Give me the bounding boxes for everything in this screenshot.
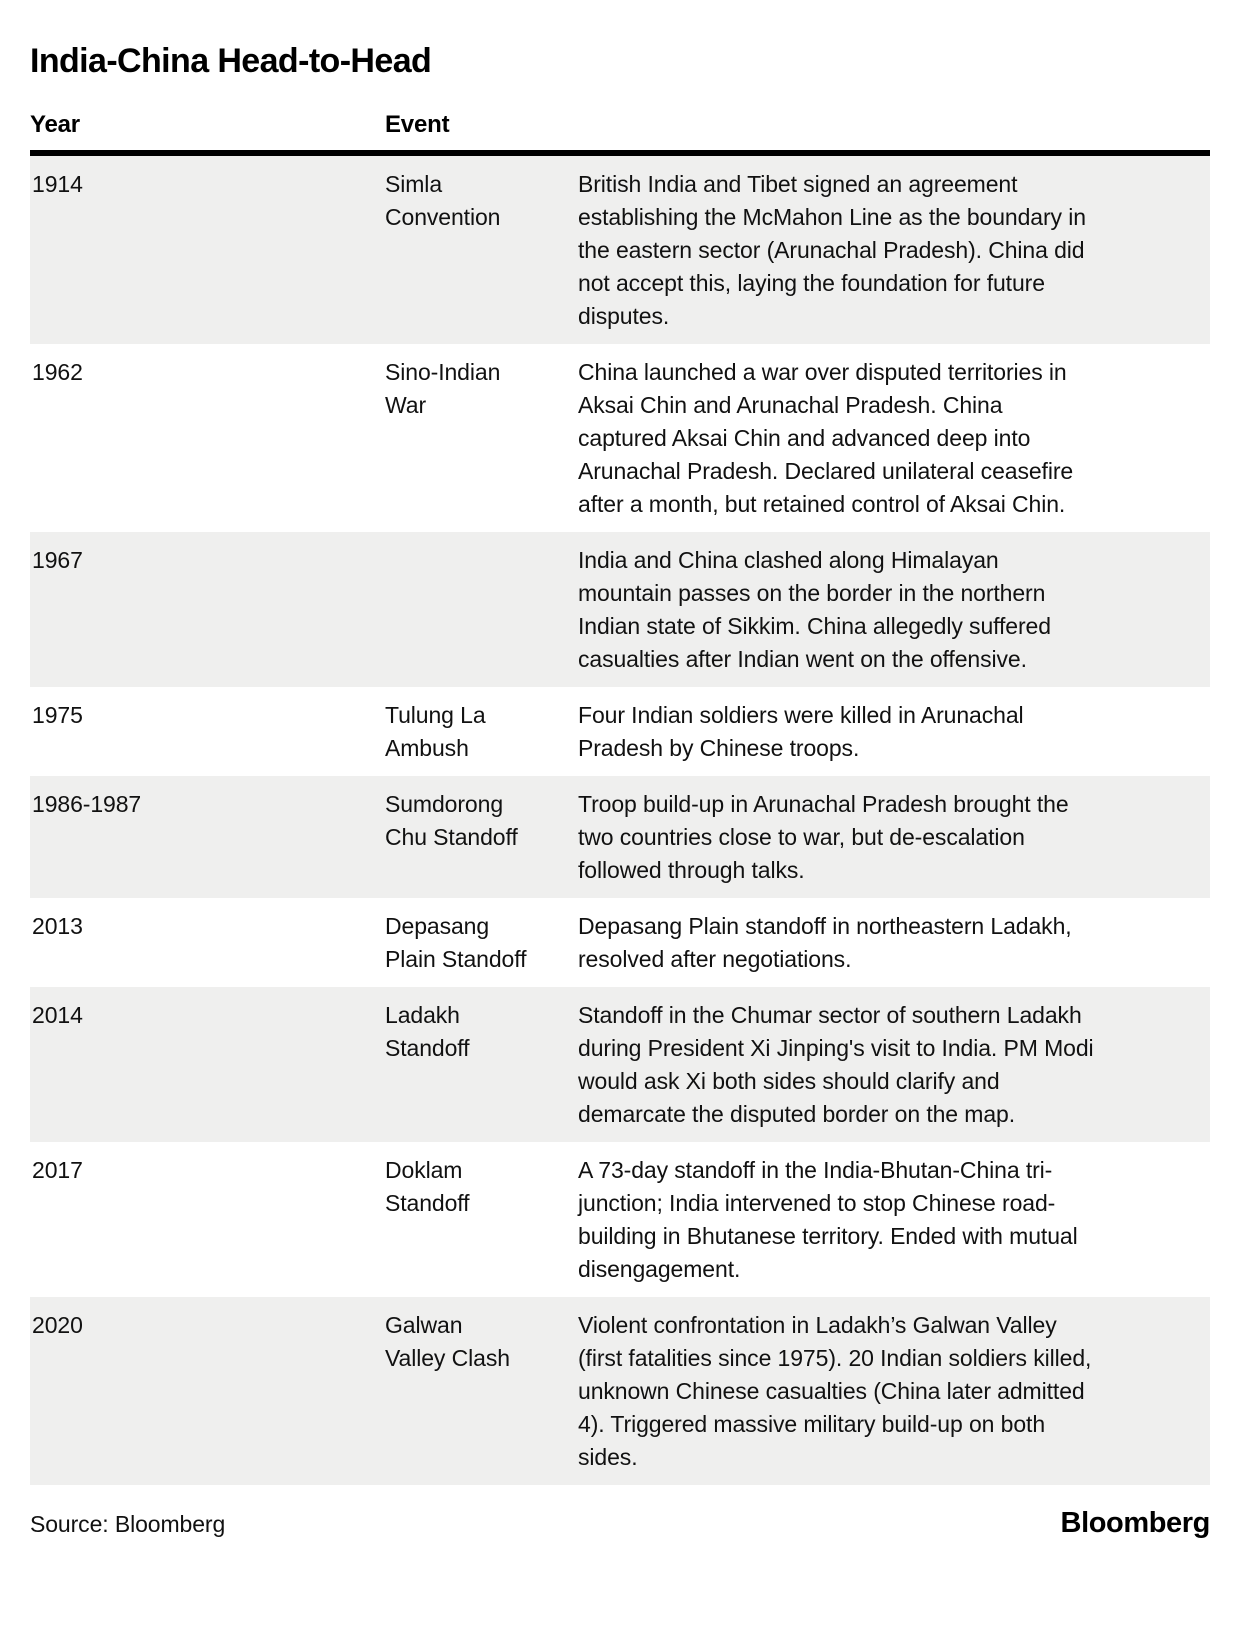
table-row <box>30 1142 1210 1297</box>
year-cell: 2014 <box>32 1002 83 1028</box>
table-row <box>30 532 1210 687</box>
year-cell: 1986-1987 <box>32 791 142 817</box>
description-cell: Troop build-up in Arunachal Pradesh brought the two countries close to war, but de-escalation followed through talks. <box>578 791 1069 883</box>
column-header-year: Year <box>30 111 80 138</box>
event-cell: Ladakh Standoff <box>385 1002 470 1061</box>
event-cell: Depasang Plain Standoff <box>385 913 527 972</box>
year-cell: 2020 <box>32 1312 83 1338</box>
table-header <box>30 111 1210 139</box>
description-cell: Four Indian soldiers were killed in Arunachal Pradesh by Chinese troops. <box>578 702 1024 761</box>
event-cell: Galwan Valley Clash <box>385 1312 510 1371</box>
year-cell: 1967 <box>32 547 83 573</box>
page-title: India-China Head-to-Head <box>30 42 432 80</box>
description-cell: Violent confrontation in Ladakh’s Galwan Valley (first fatalities since 1975). 20 Indian soldiers killed, unknown Chinese casualties (China later admitted 4). Triggered massive military build-up on both sides. <box>578 1312 1092 1470</box>
table-row <box>30 898 1210 987</box>
event-cell: Doklam Standoff <box>385 1157 470 1216</box>
column-header-description <box>578 111 1210 139</box>
description-cell: India and China clashed along Himalayan mountain passes on the border in the northern Indian state of Sikkim. China allegedly suffered casualties after Indian went on the offensive. <box>578 547 1051 672</box>
event-cell: Sumdorong Chu Standoff <box>385 791 518 850</box>
source-note: Source: Bloomberg <box>30 1511 226 1537</box>
timeline-table <box>30 156 1210 1485</box>
table-row <box>30 156 1210 344</box>
description-cell: British India and Tibet signed an agreement establishing the McMahon Line as the boundary in the eastern sector (Arunachal Pradesh). China did not accept this, laying the foundation for future disputes. <box>578 171 1086 329</box>
table-row <box>30 1297 1210 1485</box>
year-cell: 1975 <box>32 702 83 728</box>
table-row <box>30 776 1210 898</box>
table-row <box>30 344 1210 532</box>
event-cell: Sino-Indian War <box>385 359 501 418</box>
event-cell <box>385 532 578 687</box>
description-cell: Standoff in the Chumar sector of southern Ladakh during President Xi Jinping's visit to India. PM Modi would ask Xi both sides should clarify and demarcate the disputed border on the map. <box>578 1002 1094 1127</box>
year-cell: 1962 <box>32 359 83 385</box>
column-header-event: Event <box>385 111 450 138</box>
bloomberg-logo: Bloomberg <box>1060 1507 1210 1539</box>
footer <box>30 1507 1210 1540</box>
year-cell: 1914 <box>32 171 83 197</box>
table-row <box>30 987 1210 1142</box>
table-row <box>30 687 1210 776</box>
year-cell: 2013 <box>32 913 83 939</box>
description-cell: China launched a war over disputed territories in Aksai Chin and Arunachal Pradesh. China captured Aksai Chin and advanced deep into Arunachal Pradesh. Declared unilateral ceasefire after a month, but retained control of Aksai Chin. <box>578 359 1074 517</box>
event-cell: Simla Convention <box>385 171 501 230</box>
event-cell: Tulung La Ambush <box>385 702 486 761</box>
description-cell: Depasang Plain standoff in northeastern Ladakh, resolved after negotiations. <box>578 913 1072 972</box>
year-cell: 2017 <box>32 1157 83 1183</box>
description-cell: A 73-day standoff in the India-Bhutan-China tri-junction; India intervened to stop Chinese road-building in Bhutanese territory. Ended with mutual disengagement. <box>578 1157 1078 1282</box>
